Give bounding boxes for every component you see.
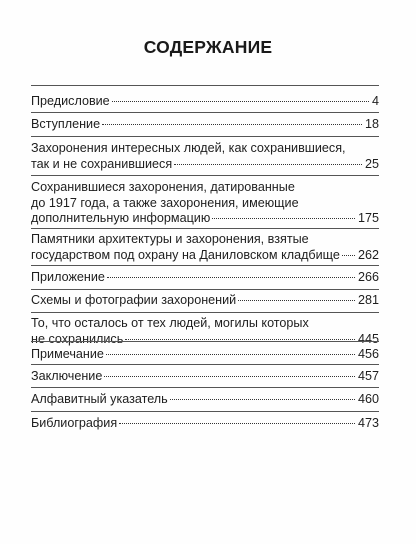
dot-leader [170,399,355,400]
toc-entry-title: так и не сохранившиеся [31,156,173,171]
toc-entry [31,270,379,286]
toc-entry [31,180,379,227]
toc-entry [31,94,379,110]
toc-entry-title: Предисловие [31,94,110,108]
toc-entry-title: не сохранились [31,331,124,346]
dot-leader [102,124,362,125]
toc-entry-page: 175 [357,211,379,225]
toc-entry-page: 262 [357,247,379,262]
dot-leader [238,300,355,301]
toc-entry-title: государством под охрану на Даниловском кладбище [31,247,340,262]
toc-entry-page: 281 [357,293,379,307]
entry-divider [31,112,379,113]
toc-entry-page: 473 [357,416,379,430]
dot-leader [104,376,355,377]
entry-divider [31,265,379,266]
toc-entry-page: 460 [357,392,379,406]
entry-divider [31,85,379,86]
toc-entry [31,285,379,309]
toc-entry [31,385,379,408]
toc-entry-title: Примечание [31,347,104,361]
toc-entry-title: Алфавитный указатель [31,392,168,406]
toc-entry-line: до 1917 года, а также захоронения, имеющие [31,195,299,210]
toc-entry-line: Захоронения интересных людей, как сохранившиеся, [31,141,346,155]
entry-divider [31,136,379,137]
toc-entry-line: Памятники архитектуры и захоронения, взятые [31,232,309,246]
toc-entry-page: 4 [371,94,379,108]
dot-leader [342,255,355,256]
dot-leader [125,339,355,340]
page-title: СОДЕРЖАНИЕ [143,37,273,57]
toc-entry-title: Библиография [31,416,118,430]
toc-entry-title: дополнительную информацию [31,211,211,225]
toc-entry [31,117,379,133]
toc-entry-page: 266 [357,270,379,284]
dot-leader [212,218,355,219]
toc-entry-title: Заключение [31,369,103,383]
dot-leader [106,354,355,355]
dot-leader [112,101,369,102]
toc-entry-page: 25 [364,156,379,171]
entry-divider [31,341,379,342]
toc-entry-page: 445 [357,331,379,346]
toc-entry-line: Сохранившиеся захоронения, датированные [31,180,295,194]
toc-entry-title: Вступление [31,117,101,131]
dot-leader [119,423,355,424]
toc-entry [31,141,379,172]
toc-entry-page: 456 [357,347,379,361]
toc-entry-page: 457 [357,369,379,383]
dot-leader [107,277,355,278]
toc-entry [31,344,379,363]
dot-leader [174,164,362,165]
entry-divider [31,175,379,176]
toc-entry [31,409,379,432]
toc-entry-title: Приложение [31,270,105,284]
toc-entry-title: Схемы и фотографии захоронений [31,293,237,307]
toc-entry [31,232,379,263]
toc-entry-line: То, что осталось от тех людей, могилы которых [31,316,309,330]
toc-entry-page: 18 [364,117,379,131]
entry-divider [31,228,379,229]
toc-entry [31,361,379,385]
